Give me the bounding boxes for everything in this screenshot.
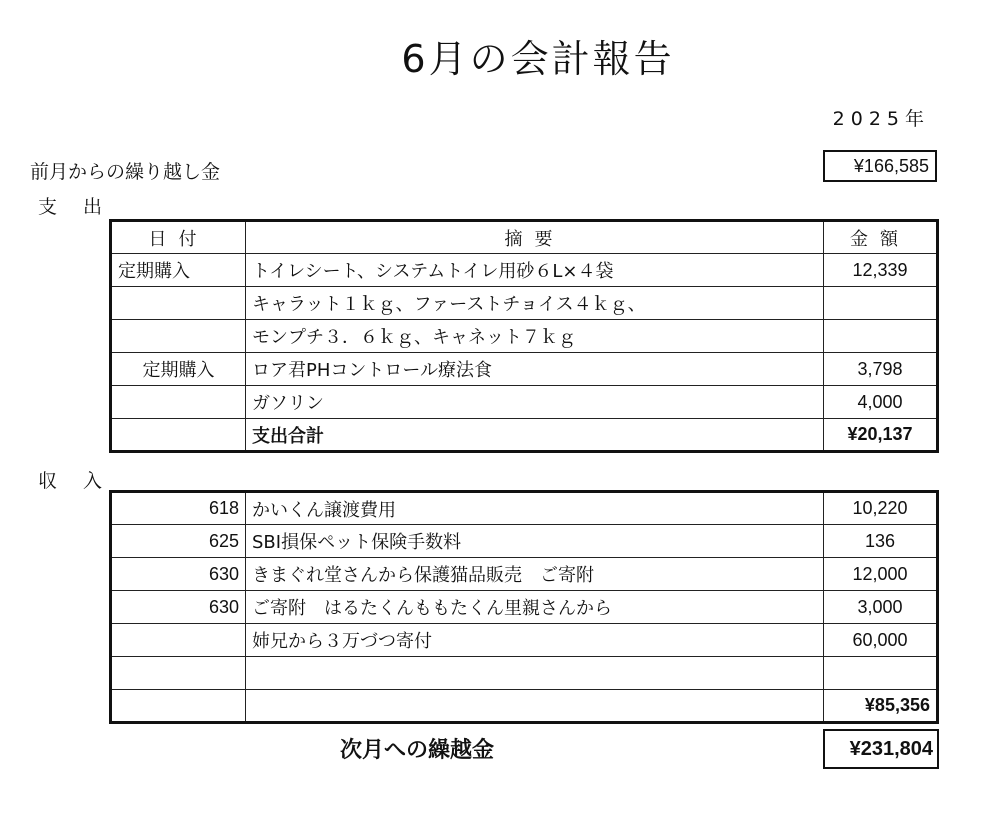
row-description: ガソリン [246,386,824,419]
row-description: きまぐれ堂さんから保護猫品販売 ご寄附 [246,558,824,591]
income-total-amount: ¥85,356 [824,690,938,723]
expenses-total-label: 支出合計 [246,419,824,452]
row-amount: 3,000 [824,591,938,624]
table-row [111,525,938,558]
row-amount [824,657,938,690]
row-description: ロア君PHコントロール療法食 [246,353,824,386]
income-table [109,490,939,724]
row-date [111,320,246,353]
row-amount: 10,220 [824,492,938,525]
table-row [111,353,938,386]
row-date [111,624,246,657]
table-row [111,320,938,353]
header-amount: 金額 [824,221,938,254]
row-description [246,657,824,690]
row-date: 630 [111,591,246,624]
row-date [111,287,246,320]
report-year: 2025年 [832,108,930,130]
expenses-section-label: 支出 [38,196,129,218]
row-amount: 60,000 [824,624,938,657]
row-amount [824,320,938,353]
table-row [111,657,938,690]
row-date: 625 [111,525,246,558]
row-date: 定期購入 [111,353,246,386]
expenses-table [109,219,939,453]
row-description: かいくん譲渡費用 [246,492,824,525]
next-carryover-amount: ¥231,804 [823,729,939,769]
table-row [111,624,938,657]
row-amount: 4,000 [824,386,938,419]
row-date: 定期購入 [111,254,246,287]
row-description: トイレシート、システムトイレ用砂６L×４袋 [246,254,824,287]
expenses-total-row [111,419,938,452]
carryover-label: 前月からの繰り越し金 [30,161,221,183]
table-row [111,386,938,419]
row-description: 姉兄から３万づつ寄付 [246,624,824,657]
table-row [111,558,938,591]
row-description: モンプチ３．６ｋｇ、キャネット７ｋｇ [246,320,824,353]
table-row [111,591,938,624]
row-description: ご寄附 はるたくんももたくん里親さんから [246,591,824,624]
row-amount: 12,000 [824,558,938,591]
row-description: キャラット１ｋｇ、ファーストチョイス４ｋｇ、 [246,287,824,320]
next-carryover-label: 次月への繰越金 [340,738,495,763]
total-description-cell [246,690,824,723]
row-amount: 12,339 [824,254,938,287]
income-total-row [111,690,938,723]
table-row [111,492,938,525]
row-description: SBI損保ペット保険手数料 [246,525,824,558]
carryover-amount: ¥166,585 [823,150,937,182]
row-amount [824,287,938,320]
row-date: 618 [111,492,246,525]
row-amount: 3,798 [824,353,938,386]
expenses-total-amount: ¥20,137 [824,419,938,452]
total-date-cell [111,690,246,723]
table-row [111,254,938,287]
page-title: 6月の会計報告 [401,37,675,81]
row-amount: 136 [824,525,938,558]
row-date: 630 [111,558,246,591]
row-date [111,386,246,419]
header-date: 日付 [111,221,246,254]
table-header-row [111,221,938,254]
header-description: 摘要 [246,221,824,254]
total-date-cell [111,419,246,452]
income-section-label: 収入 [38,470,129,492]
row-date [111,657,246,690]
table-row [111,287,938,320]
